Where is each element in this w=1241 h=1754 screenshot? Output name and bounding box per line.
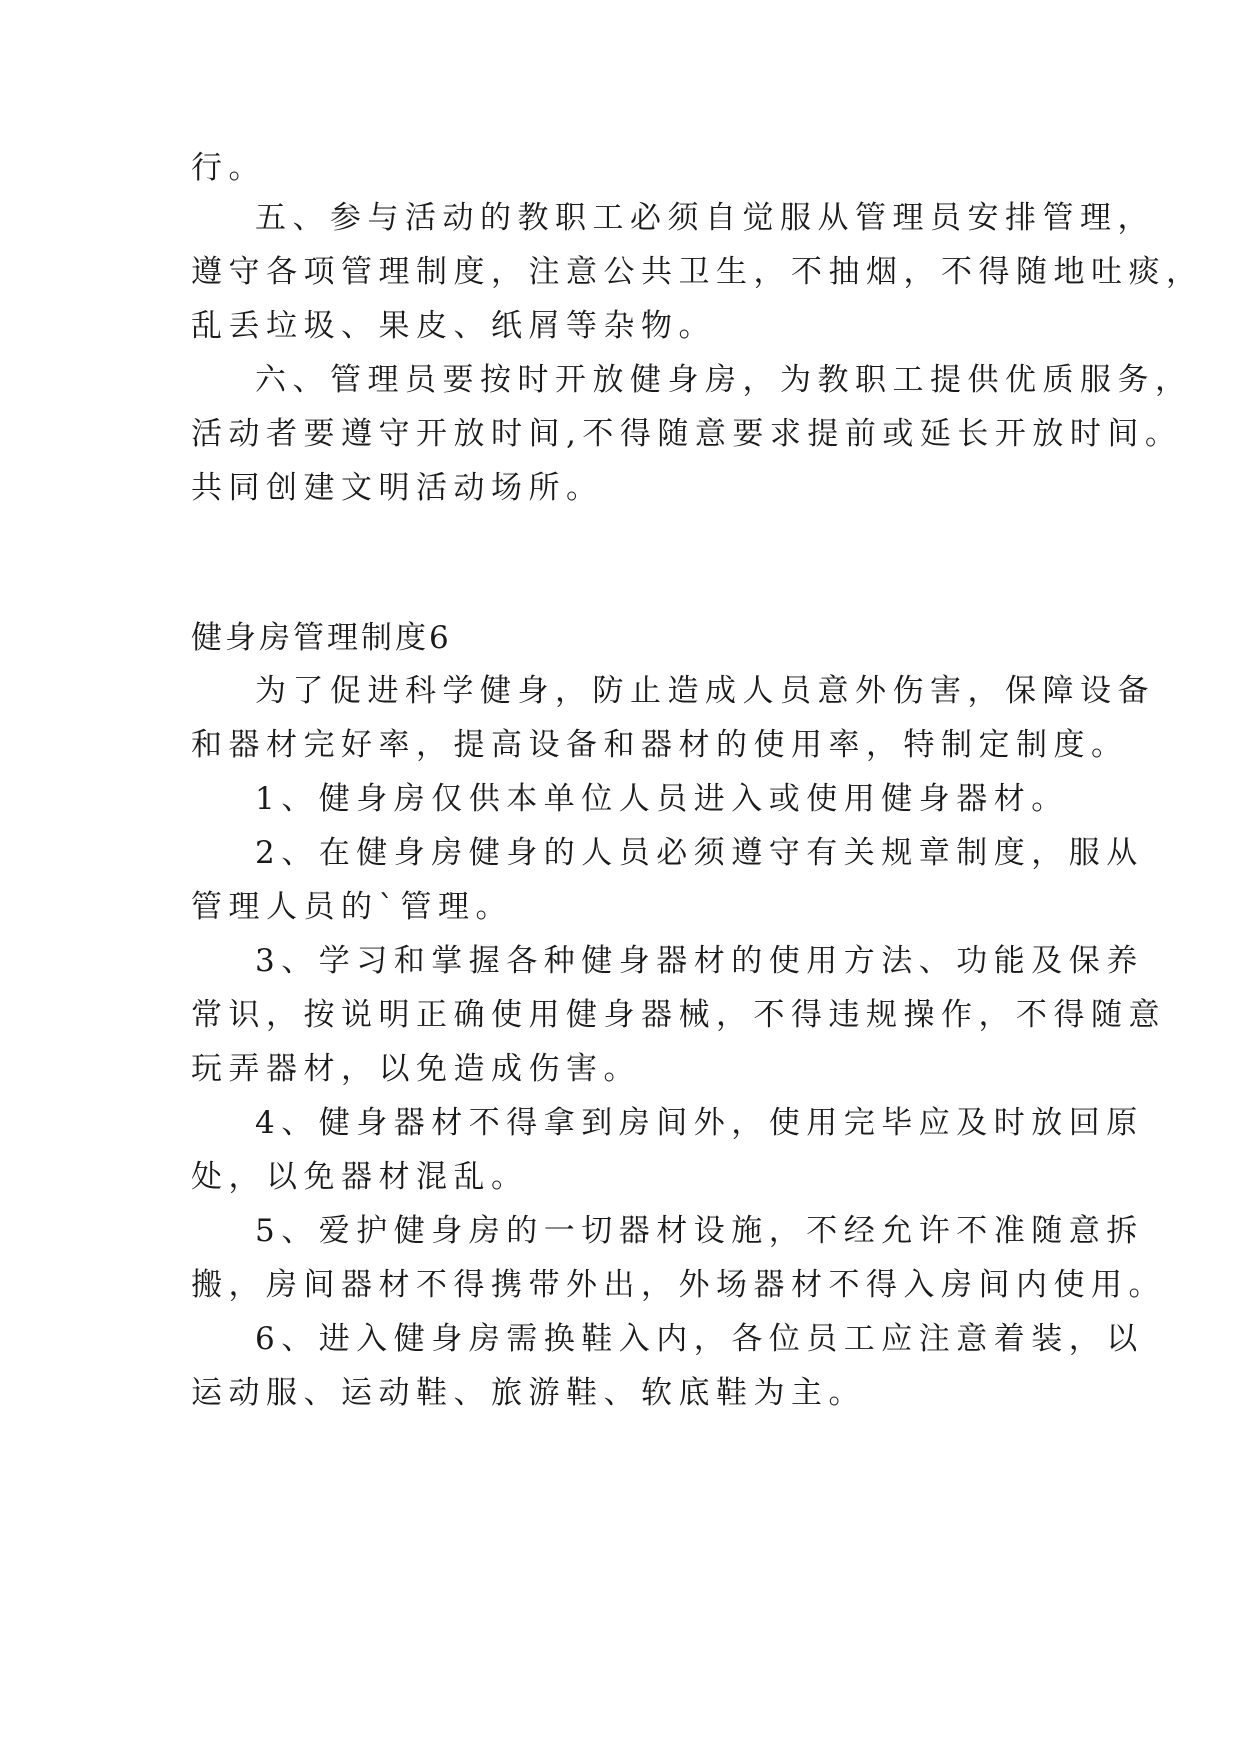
text-line: 玩弄器材，以免造成伤害。: [191, 1051, 641, 1087]
paragraph-six-line: 六、管理员要按时开放健身房，为教职工提供优质服务，: [255, 362, 1193, 398]
rule-1-line: 1、健身房仅供本单位人员进入或使用健身器材。: [255, 781, 1069, 817]
rule-5-line: 5、爱护健身房的一切器材设施，不经允许不准随意拆: [255, 1213, 1144, 1249]
rule-4-line: 4、健身器材不得拿到房间外，使用完毕应及时放回原: [255, 1105, 1144, 1141]
text-line: 行。: [191, 150, 266, 186]
intro-paragraph-line: 为了促进科学健身，防止造成人员意外伤害，保障设备: [255, 673, 1155, 709]
text-line: 常识，按说明正确使用健身器械，不得违规操作，不得随意: [191, 997, 1166, 1033]
text-line: 管理人员的`管理。: [191, 889, 513, 925]
rule-6-line: 6、进入健身房需换鞋入内，各位员工应注意着装，以: [255, 1321, 1144, 1357]
text-line: 处，以免器材混乱。: [191, 1159, 529, 1195]
rule-2-line: 2、在健身房健身的人员必须遵守有关规章制度，服从: [255, 835, 1144, 871]
text-line: 共同创建文明活动场所。: [191, 470, 604, 506]
text-line: 活动者要遵守开放时间,不得随意要求提前或延长开放时间。: [191, 416, 1183, 452]
section-heading: 健身房管理制度6: [191, 620, 452, 656]
text-line: 和器材完好率，提高设备和器材的使用率，特制定制度。: [191, 727, 1129, 763]
text-line: 遵守各项管理制度，注意公共卫生，不抽烟，不得随地吐痰，: [191, 254, 1204, 290]
text-line: 运动服、运动鞋、旅游鞋、软底鞋为主。: [191, 1375, 866, 1411]
paragraph-five-line: 五、参与活动的教职工必须自觉服从管理员安排管理，: [255, 200, 1155, 236]
text-line: 乱丢垃圾、果皮、纸屑等杂物。: [191, 308, 716, 344]
rule-3-line: 3、学习和掌握各种健身器材的使用方法、功能及保养: [255, 943, 1144, 979]
text-line: 搬，房间器材不得携带外出，外场器材不得入房间内使用。: [191, 1267, 1166, 1303]
